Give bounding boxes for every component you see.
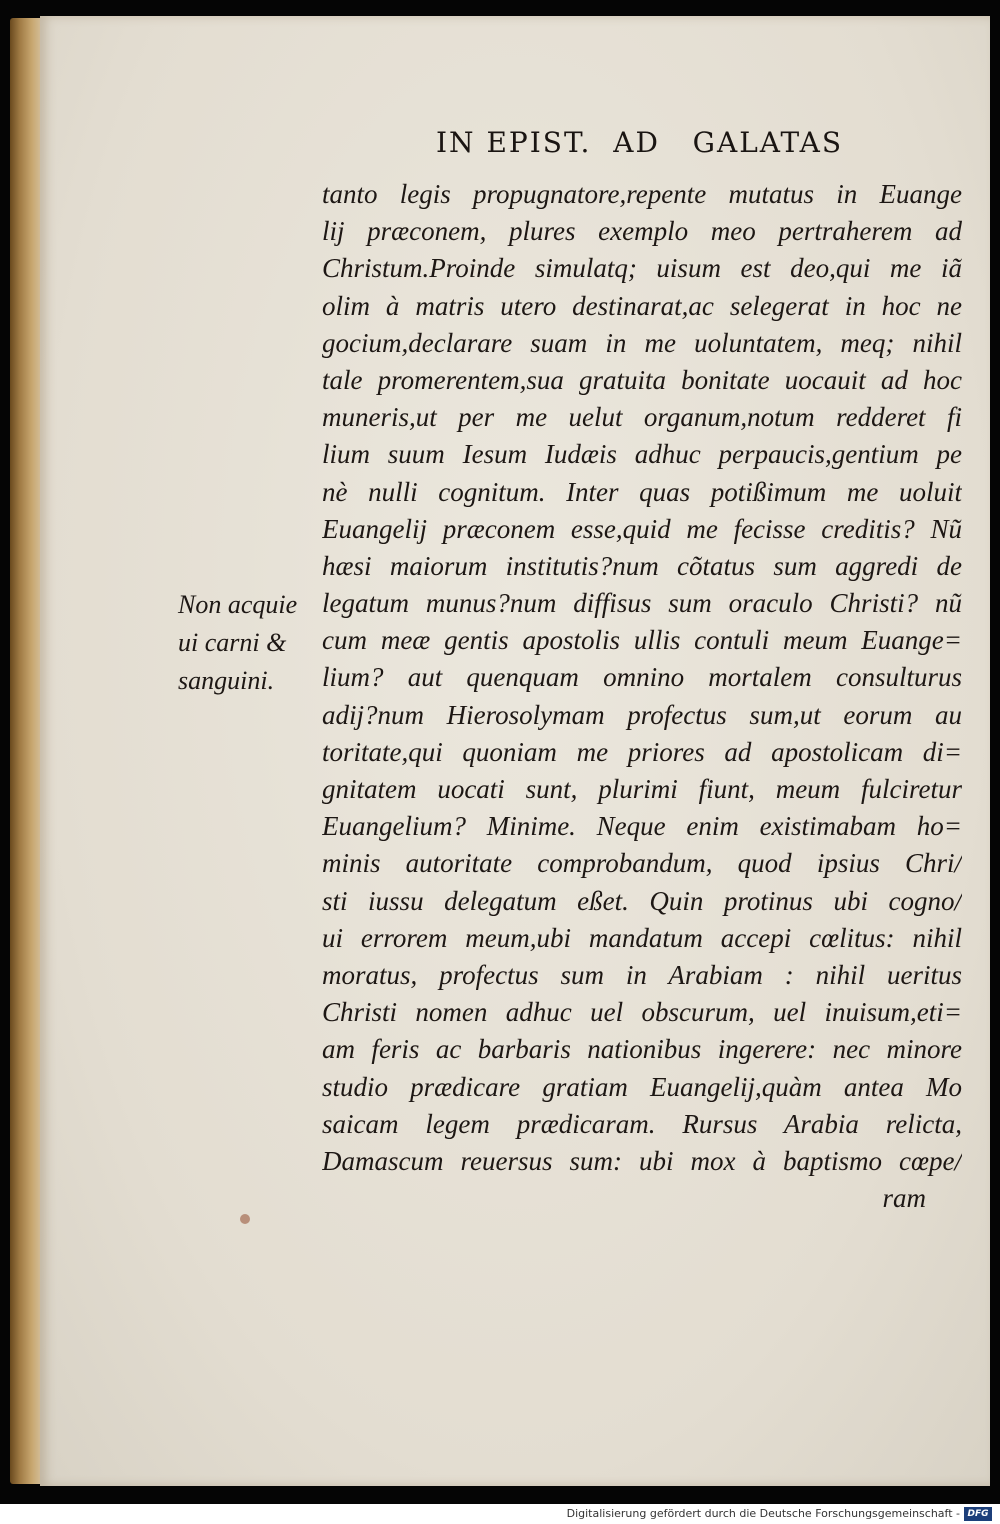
running-head: IN EPIST. AD GALATAS: [436, 126, 844, 159]
text-line: gnitatem uocati sunt, plurimi fiunt, meum fulciretur: [322, 774, 962, 804]
marginal-note-line: sanguini.: [178, 666, 275, 695]
dfg-logo-icon: DFG: [964, 1507, 992, 1521]
text-line: tale promerentem,sua gratuita bonitate uocauit ad hoc: [322, 364, 962, 395]
text-line: lium suum Iesum Iudæis adhuc perpaucis,gentium pe: [322, 439, 962, 470]
marginal-note-line: ui carni &: [178, 628, 287, 657]
text-line: studio prædicare gratiam Euangelij,quàm antea Mo: [322, 1071, 962, 1102]
text-line: gocium,declarare suam in me uoluntatem, meq; nihil: [322, 327, 962, 358]
text-line: nè nulli cognitum. Inter quas potißimum me uoluit: [322, 476, 962, 507]
text-line: Christum.Proinde simulatq; uisum est deo,qui me iã: [322, 253, 962, 284]
text-line: cum meæ gentis apostolis ullis contuli meum Euange=: [322, 625, 962, 656]
footer-bar: [0, 1504, 1000, 1524]
text-line: sti iussu delegatum eßet. Quin protinus ubi cogno/: [322, 885, 962, 916]
text-line: lij præconem, plures exemplo meo pertraherem ad: [322, 216, 962, 247]
text-line: hæsi maiorum institutis?num cõtatus sum aggredi de: [322, 550, 962, 581]
text-line: muneris,ut per me uelut organum,notum redderet fi: [322, 402, 962, 433]
text-line: Damascum reuersus sum: ubi mox à baptismo cœpe/: [322, 1145, 962, 1176]
text-line: Euangelium? Minime. Neque enim existimabam ho=: [322, 811, 962, 842]
text-line: moratus, profectus sum in Arabiam : nihil ueritus: [322, 959, 962, 990]
text-line: adij?num Hierosolymam profectus sum,ut eorum au: [322, 699, 962, 730]
text-line: Christi nomen adhuc uel obscurum, uel inuisum,eti=: [322, 997, 962, 1028]
catchword: ram: [882, 1183, 926, 1214]
paper-stain: [240, 1214, 250, 1224]
text-line: tanto legis propugnatore,repente mutatus in Euange: [322, 179, 962, 209]
marginal-note-line: Non acquie: [178, 590, 298, 619]
body-text: [322, 176, 962, 1217]
text-line: minis autoritate comprobandum, quod ipsius Chri/: [322, 848, 962, 879]
text-line: olim à matris utero destinarat,ac selegerat in hoc ne: [322, 290, 962, 321]
text-line: saicam legem prædicaram. Rursus Arabia relicta,: [322, 1108, 962, 1139]
text-line: legatum munus?num diffisus sum oraculo Christi? nũ: [322, 588, 962, 619]
marginal-note: [178, 586, 328, 700]
funding-notice: Digitalisierung gefördert durch die Deutsche Forschungsgemeinschaft -: [566, 1507, 960, 1520]
text-line: toritate,qui quoniam me priores ad apostolicam di=: [322, 736, 962, 767]
text-line: lium? aut quenquam omnino mortalem consulturus: [322, 662, 962, 693]
text-line: Euangelij præconem esse,quid me fecisse creditis? Nũ: [322, 513, 962, 544]
text-line: ui errorem meum,ubi mandatum accepi cœlitus: nihil: [322, 922, 962, 953]
text-line: am feris ac barbaris nationibus ingerere: nec minore: [322, 1034, 962, 1065]
